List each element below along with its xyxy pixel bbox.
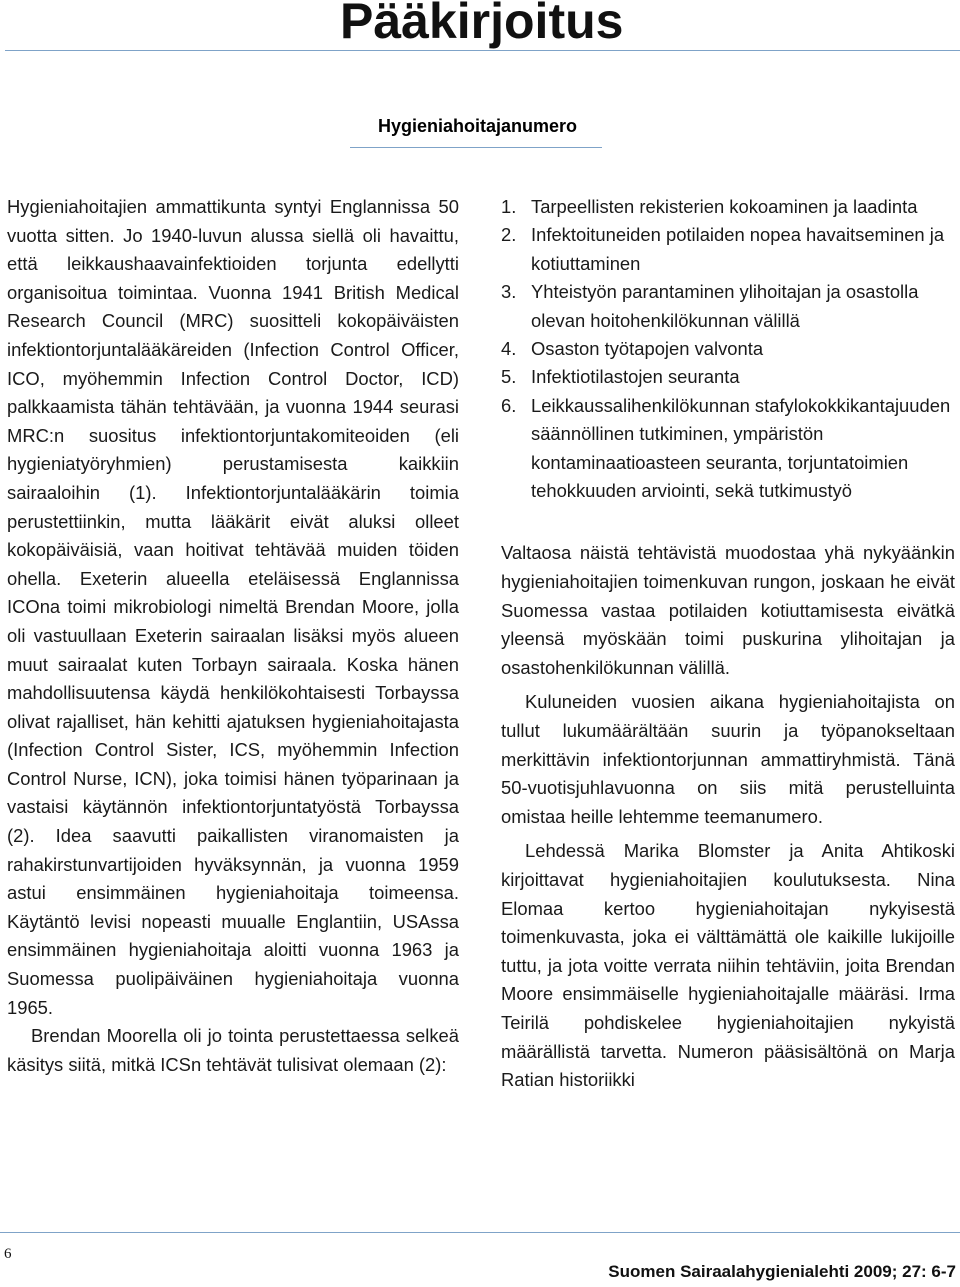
body-paragraph: Brendan Moorella oli jo tointa perustettaessa selkeä käsitys siitä, mitkä ICSn tehtävät tulisivat olemaan (2): <box>7 1025 459 1075</box>
body-paragraph: Hygieniahoitajien ammattikunta syntyi Englannissa 50 vuotta sitten. Jo 1940-luvun alussa siellä oli havaittu, että leikkaushaavainfektioiden torjunta edellytti organisoitua toimintaa. Vuonna 1941 British Medical Research Council (MRC) suositteli kokopäiväisten infektiontorjuntalääkäreiden (Infection Control Officer, ICO, myöhemmin Infection Control Doctor, ICD) palkkaamista tähän tehtävään, ja vuonna 1944 seurasi MRC:n suositus infektiontorjuntakomiteoiden (eli hygieniatyöryhmien) perustamisesta kaikkiin sairaaloihin (1). Infektiontorjuntalääkärin toimia perustettiinkin, mutta lääkärit eivät aluksi olleet kokopäiväisiä, vaan hoitivat tehtävää muiden töiden ohella. Exeterin alueella eteläisessä Englannissa ICOna toimi mikrobiologi nimeltä Brendan Moore, jolla oli vastuullaan Exeterin sairaalan lisäksi myös alueen muut sairaalat kuten Torbayn sairaala. Koska hänen mahdollisuutensa käydä henkilökohtaisesti Torbayssa olivat rajalliset, hän kehitti ajatuksen hygieniahoitajasta (Infection Control Sister, ICS, myöhemmin Infection Control Nurse, ICN), joka toimisi hänen työparinaan ja vastaisi käytännön infektiontorjuntatyöstä Torbayssa (2). Idea saavutti paikallisten viranomaisten ja rahakirstunvartijoiden hyväksynnän, ja vuonna 1959 astui ensimmäinen hygieniahoitaja toimeensa. Käytäntö levisi nopeasti muualle Englantiin, USAssa ensimmäinen hygieniahoitaja aloitti vuonna 1963 ja Suomessa puolipäiväinen hygieniahoitaja vuonna 1965. <box>7 196 459 1018</box>
list-item <box>501 193 955 221</box>
list-item-text: Tarpeellisten rekisterien kokoaminen ja laadinta <box>531 196 918 217</box>
page-title: Pääkirjoitus <box>340 0 624 49</box>
list-item-number: 5. <box>501 366 517 388</box>
section-divider <box>350 147 602 148</box>
list-item-text: Leikkaussalihenkilökunnan stafylokokkikantajuuden säännöllinen tutkiminen, ympäristön kontaminaatioasteen seuranta, torjuntatoimien tehokkuuden arviointi, sekä tutkimustyö <box>531 394 951 502</box>
list-item-text: Yhteistyön parantaminen ylihoitajan ja osastolla olevan hoitohenkilökunnan välillä <box>531 281 919 331</box>
right-column <box>501 193 955 1095</box>
footer-divider <box>0 1232 960 1233</box>
section-heading: Hygieniahoitajanumero <box>377 116 578 136</box>
body-paragraph: Valtaosa näistä tehtävistä muodostaa yhä nykyäänkin hygieniahoitajien toimenkuvan rungon, joskaan he eivät Suomessa vastaa potilaiden kotiuttamisesta eivätkä yleensä myöskään toimi puskurina ylihoitajan ja osastohenkilökunnan välillä. <box>501 542 955 678</box>
list-item <box>501 221 955 278</box>
list-item-text: Osaston työtapojen valvonta <box>531 338 764 360</box>
title-divider <box>5 50 960 51</box>
list-item-text: Infektiotilastojen seuranta <box>531 366 740 388</box>
list-item-number: 3. <box>501 281 517 303</box>
body-paragraph: Kuluneiden vuosien aikana hygieniahoitajista on tullut lukumäärältään suurin ja työpanokseltaan merkittävin infektiontorjunnan ammattiryhmistä. Tänä 50-vuotisjuhlavuonna on siis mitä perustelluinta omistaa heille lehtemme teemanumero. <box>501 691 955 827</box>
list-item <box>501 392 955 506</box>
page-number: 6 <box>4 1246 12 1262</box>
list-item-number: 4. <box>501 338 517 360</box>
list-item-number: 1. <box>501 196 517 217</box>
list-item-number: 2. <box>501 224 517 246</box>
list-item <box>501 335 955 363</box>
list-item-text: Infektoituneiden potilaiden nopea havaitseminen ja kotiuttaminen <box>531 224 945 274</box>
task-list <box>501 193 955 505</box>
left-column <box>7 193 459 1079</box>
list-item-number: 6. <box>501 394 517 416</box>
body-paragraph: Lehdessä Marika Blomster ja Anita Ahtikoski kirjoittavat hygieniahoitajien koulutuksesta. Nina Elomaa kertoo hygieniahoitajan nykyisestä toimenkuvasta, joka ei välttämättä ole kaikille lukijoille tuttu, ja jota voitte verrata niihin tehtäviin, joita Brendan Moore ensimmäiselle hygieniahoitajalle määräsi. Irma Teirilä pohdiskelee hygieniahoitajien nykyistä määrällistä tarvetta. Numeron pääsisältönä on Marja Ratian historiikki <box>501 840 955 1091</box>
list-item <box>501 278 955 335</box>
journal-citation: Suomen Sairaalahygienialehti 2009; 27: 6-7 <box>608 1262 956 1281</box>
list-item <box>501 363 955 391</box>
